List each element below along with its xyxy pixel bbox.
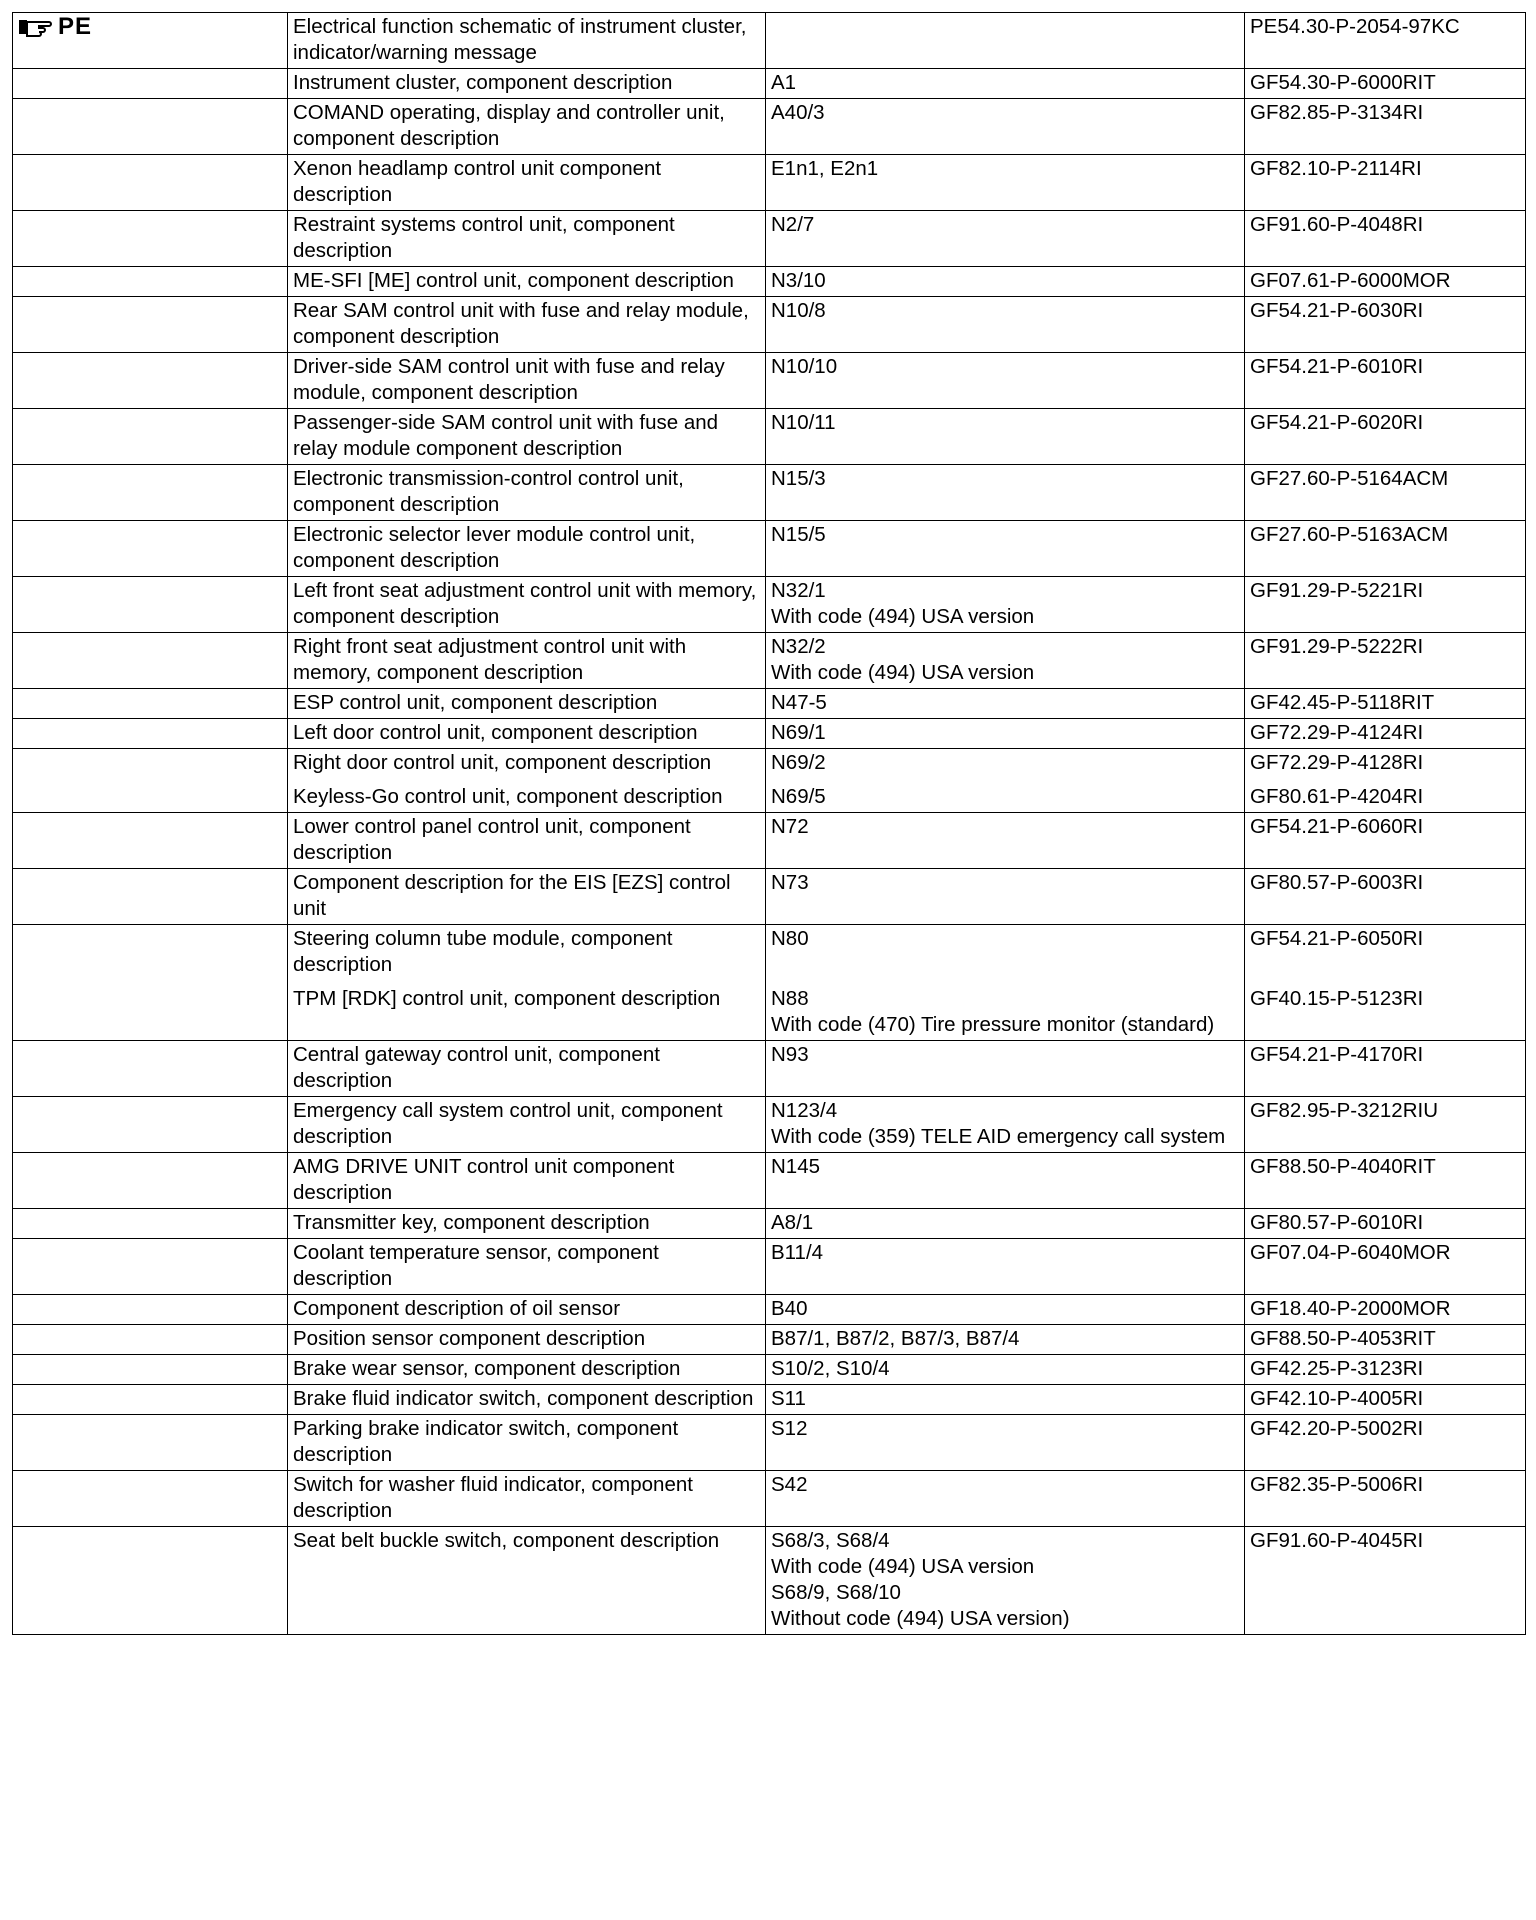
description-text: Electronic selector lever module control unit, component description <box>293 523 696 572</box>
description-cell <box>288 633 766 689</box>
document-number: GF88.50-P-4053RIT <box>1250 1327 1436 1350</box>
document-number: GF54.21-P-6060RI <box>1250 815 1424 838</box>
table-row <box>13 1471 1526 1527</box>
component-code: N15/5 <box>771 523 826 546</box>
marker-label: PE <box>58 13 93 40</box>
table-row <box>13 719 1526 749</box>
description-text: Position sensor component description <box>293 1327 646 1350</box>
description-cell <box>288 465 766 521</box>
marker-cell <box>13 1295 288 1325</box>
component-code: B11/4 <box>771 1241 824 1264</box>
description-text: ESP control unit, component description <box>293 691 658 714</box>
marker-cell <box>13 267 288 297</box>
description-text: Coolant temperature sensor, component description <box>293 1241 659 1290</box>
component-cell <box>766 577 1245 633</box>
marker-cell <box>13 521 288 577</box>
table-row <box>13 869 1526 925</box>
document-number-cell <box>1245 577 1526 633</box>
document-number-cell <box>1245 1355 1526 1385</box>
marker-cell <box>13 1041 288 1097</box>
component-code: N80 <box>771 927 809 950</box>
table-row <box>13 749 1526 813</box>
description-cell <box>288 409 766 465</box>
table-row <box>13 813 1526 869</box>
table-row <box>13 1097 1526 1153</box>
document-number-cell <box>1245 925 1526 1041</box>
document-number: GF42.20-P-5002RI <box>1250 1417 1424 1440</box>
component-cell <box>766 719 1245 749</box>
description-cell <box>288 353 766 409</box>
table-row <box>13 1325 1526 1355</box>
table-row <box>13 1239 1526 1295</box>
component-code: With code (494) USA version <box>771 1555 1035 1578</box>
description-text: Brake wear sensor, component description <box>293 1357 681 1380</box>
document-number-cell <box>1245 1527 1526 1635</box>
component-cell <box>766 633 1245 689</box>
component-cell <box>766 1355 1245 1385</box>
document-number-cell <box>1245 1385 1526 1415</box>
description-cell <box>288 297 766 353</box>
description-text: Right front seat adjustment control unit with memory, component description <box>293 635 687 684</box>
component-cell <box>766 1471 1245 1527</box>
component-cell <box>766 1209 1245 1239</box>
description-cell <box>288 749 766 813</box>
component-code: N73 <box>771 871 809 894</box>
description-cell <box>288 1325 766 1355</box>
description-cell <box>288 69 766 99</box>
description-text: Driver-side SAM control unit with fuse and relay module, component description <box>293 355 725 404</box>
marker-cell <box>13 211 288 267</box>
component-code: N32/1 <box>771 579 826 602</box>
description-cell <box>288 521 766 577</box>
document-number-cell <box>1245 749 1526 813</box>
document-number: GF27.60-P-5164ACM <box>1250 467 1449 490</box>
component-code: N3/10 <box>771 269 826 292</box>
table-row <box>13 577 1526 633</box>
document-number-cell <box>1245 1471 1526 1527</box>
description-text: Left front seat adjustment control unit with memory, component description <box>293 579 757 628</box>
document-number: GF54.21-P-6020RI <box>1250 411 1424 434</box>
document-number-cell <box>1245 689 1526 719</box>
component-code: S10/2, S10/4 <box>771 1357 890 1380</box>
document-number: GF27.60-P-5163ACM <box>1250 523 1449 546</box>
document-number: GF80.57-P-6003RI <box>1250 871 1424 894</box>
table-row <box>13 689 1526 719</box>
marker-cell <box>13 577 288 633</box>
document-number: GF91.60-P-4048RI <box>1250 213 1424 236</box>
description-text: AMG DRIVE UNIT control unit component description <box>293 1155 675 1204</box>
document-marker <box>18 14 92 40</box>
description-text: Emergency call system control unit, component description <box>293 1099 723 1148</box>
component-reference-table <box>12 12 1526 1635</box>
description-cell <box>288 155 766 211</box>
component-code: S12 <box>771 1417 808 1440</box>
marker-cell <box>13 1097 288 1153</box>
component-code: N10/11 <box>771 411 836 434</box>
marker-cell <box>13 633 288 689</box>
description-cell <box>288 813 766 869</box>
document-number-cell <box>1245 521 1526 577</box>
document-number-cell <box>1245 813 1526 869</box>
description-text: Keyless-Go control unit, component description <box>293 785 723 808</box>
component-code: With code (494) USA version <box>771 661 1035 684</box>
description-text: Transmitter key, component description <box>293 1211 650 1234</box>
description-text: Left door control unit, component description <box>293 721 698 744</box>
description-cell <box>288 1355 766 1385</box>
component-code: N88 <box>771 987 809 1010</box>
component-cell <box>766 925 1245 1041</box>
document-number-cell <box>1245 99 1526 155</box>
marker-cell <box>13 1527 288 1635</box>
component-code: S68/9, S68/10 <box>771 1581 901 1604</box>
description-text: Restraint systems control unit, component description <box>293 213 675 262</box>
document-number-cell <box>1245 869 1526 925</box>
description-cell <box>288 1041 766 1097</box>
description-text: Xenon headlamp control unit component description <box>293 157 662 206</box>
document-number: GF91.60-P-4045RI <box>1250 1529 1424 1552</box>
table-row <box>13 465 1526 521</box>
component-cell <box>766 69 1245 99</box>
component-code-group <box>771 926 1239 978</box>
description-text: Component description for the EIS [EZS] control unit <box>293 871 731 920</box>
document-number: GF42.25-P-3123RI <box>1250 1357 1424 1380</box>
document-number: GF18.40-P-2000MOR <box>1250 1297 1451 1320</box>
description-cell <box>288 1097 766 1153</box>
table-row <box>13 1041 1526 1097</box>
table-row <box>13 353 1526 409</box>
component-cell <box>766 409 1245 465</box>
document-number: PE54.30-P-2054-97KC <box>1250 15 1460 38</box>
component-cell <box>766 869 1245 925</box>
table-row <box>13 1415 1526 1471</box>
marker-cell <box>13 1209 288 1239</box>
table-row <box>13 1385 1526 1415</box>
description-text: Seat belt buckle switch, component description <box>293 1529 720 1552</box>
table-row <box>13 69 1526 99</box>
document-number: GF54.21-P-6050RI <box>1250 927 1424 950</box>
document-number: GF40.15-P-5123RI <box>1250 987 1424 1010</box>
document-number: GF07.04-P-6040MOR <box>1250 1241 1451 1264</box>
description-text: Electrical function schematic of instrument cluster, indicator/warning message <box>293 15 747 64</box>
component-code: B87/1, B87/2, B87/3, B87/4 <box>771 1327 1020 1350</box>
document-number-cell <box>1245 69 1526 99</box>
description-cell <box>288 1471 766 1527</box>
component-code: With code (470) Tire pressure monitor (standard) <box>771 1013 1215 1036</box>
table-row <box>13 1355 1526 1385</box>
description-text: Steering column tube module, component description <box>293 927 673 976</box>
marker-cell <box>13 69 288 99</box>
pointing-hand-icon <box>18 17 52 37</box>
component-cell <box>766 13 1245 69</box>
description-cell <box>288 1415 766 1471</box>
component-code: N72 <box>771 815 809 838</box>
document-number: GF82.95-P-3212RIU <box>1250 1099 1439 1122</box>
component-cell <box>766 465 1245 521</box>
description-cell <box>288 719 766 749</box>
table-row <box>13 297 1526 353</box>
description-cell <box>288 1153 766 1209</box>
component-code: A1 <box>771 71 797 94</box>
description-text: ME-SFI [ME] control unit, component description <box>293 269 734 292</box>
table-row <box>13 1295 1526 1325</box>
description-cell <box>288 1239 766 1295</box>
document-number-cell <box>1245 267 1526 297</box>
description-text: Passenger-side SAM control unit with fuse and relay module component description <box>293 411 719 460</box>
document-number: GF42.45-P-5118RIT <box>1250 691 1435 714</box>
document-number: GF72.29-P-4124RI <box>1250 721 1424 744</box>
component-code: N69/5 <box>771 785 826 808</box>
description-text: Component description of oil sensor <box>293 1297 621 1320</box>
component-cell <box>766 297 1245 353</box>
description-cell <box>288 1295 766 1325</box>
component-cell <box>766 1041 1245 1097</box>
description-text: COMAND operating, display and controller unit, component description <box>293 101 725 150</box>
description-text: Brake fluid indicator switch, component description <box>293 1387 754 1410</box>
description-text: Rear SAM control unit with fuse and relay module, component description <box>293 299 749 348</box>
document-number: GF80.57-P-6010RI <box>1250 1211 1424 1234</box>
document-number: GF91.29-P-5221RI <box>1250 579 1424 602</box>
component-cell <box>766 211 1245 267</box>
description-cell <box>288 99 766 155</box>
marker-cell <box>13 99 288 155</box>
description-cell <box>288 925 766 1041</box>
component-code: N10/8 <box>771 299 826 322</box>
marker-cell <box>13 297 288 353</box>
description-cell <box>288 1209 766 1239</box>
table-row <box>13 267 1526 297</box>
component-code: A40/3 <box>771 101 825 124</box>
marker-cell <box>13 689 288 719</box>
marker-cell <box>13 925 288 1041</box>
component-code: N69/1 <box>771 721 826 744</box>
component-code: A8/1 <box>771 1211 814 1234</box>
component-cell <box>766 749 1245 813</box>
marker-cell <box>13 1415 288 1471</box>
document-number-cell <box>1245 297 1526 353</box>
component-code: N10/10 <box>771 355 838 378</box>
document-number-cell <box>1245 1097 1526 1153</box>
table-row <box>13 409 1526 465</box>
marker-cell <box>13 1471 288 1527</box>
component-cell <box>766 99 1245 155</box>
marker-cell <box>13 155 288 211</box>
component-cell <box>766 353 1245 409</box>
table-row <box>13 633 1526 689</box>
component-code: With code (494) USA version <box>771 605 1035 628</box>
component-cell <box>766 521 1245 577</box>
marker-cell <box>13 719 288 749</box>
document-number: GF80.61-P-4204RI <box>1250 785 1424 808</box>
component-cell <box>766 689 1245 719</box>
description-cell <box>288 1527 766 1635</box>
table-row <box>13 925 1526 1041</box>
document-number: GF91.29-P-5222RI <box>1250 635 1424 658</box>
component-code: Without code (494) USA version) <box>771 1607 1070 1630</box>
document-number: GF07.61-P-6000MOR <box>1250 269 1451 292</box>
table-row <box>13 13 1526 69</box>
document-number: GF82.10-P-2114RI <box>1250 157 1422 180</box>
document-number: GF54.30-P-6000RIT <box>1250 71 1436 94</box>
document-number-cell <box>1245 13 1526 69</box>
marker-cell <box>13 465 288 521</box>
component-code: N123/4 <box>771 1099 838 1122</box>
component-cell <box>766 1415 1245 1471</box>
component-code: N69/2 <box>771 751 826 774</box>
component-code: N47-5 <box>771 691 827 714</box>
component-cell <box>766 1527 1245 1635</box>
component-code: N2/7 <box>771 213 815 236</box>
document-number: GF54.21-P-6030RI <box>1250 299 1424 322</box>
component-cell <box>766 1153 1245 1209</box>
component-code-group <box>771 750 1239 776</box>
document-number-cell <box>1245 155 1526 211</box>
marker-cell <box>13 1385 288 1415</box>
component-code: N15/3 <box>771 467 826 490</box>
component-code-group <box>771 986 1239 1038</box>
marker-cell <box>13 13 288 69</box>
table-row <box>13 1209 1526 1239</box>
component-cell <box>766 1325 1245 1355</box>
component-code-group <box>771 784 1239 810</box>
component-cell <box>766 813 1245 869</box>
component-cell <box>766 155 1245 211</box>
description-cell <box>288 1385 766 1415</box>
marker-cell <box>13 813 288 869</box>
document-number-cell <box>1245 409 1526 465</box>
marker-cell <box>13 353 288 409</box>
document-number-cell <box>1245 353 1526 409</box>
document-number-cell <box>1245 1209 1526 1239</box>
marker-cell <box>13 1325 288 1355</box>
document-number-cell <box>1245 1415 1526 1471</box>
document-number-cell <box>1245 1295 1526 1325</box>
component-code: N32/2 <box>771 635 826 658</box>
description-text: Electronic transmission-control control unit, component description <box>293 467 684 516</box>
component-code: N93 <box>771 1043 809 1066</box>
description-cell <box>288 13 766 69</box>
document-number-cell <box>1245 1325 1526 1355</box>
component-code: E1n1, E2n1 <box>771 157 879 180</box>
description-cell <box>288 211 766 267</box>
table-row <box>13 521 1526 577</box>
description-text: Switch for washer fluid indicator, component description <box>293 1473 693 1522</box>
table-row <box>13 1527 1526 1635</box>
description-text: TPM [RDK] control unit, component description <box>293 987 721 1010</box>
component-cell <box>766 1295 1245 1325</box>
component-code: N145 <box>771 1155 821 1178</box>
component-cell <box>766 1239 1245 1295</box>
marker-cell <box>13 1355 288 1385</box>
document-number: GF72.29-P-4128RI <box>1250 751 1424 774</box>
document-number: GF54.21-P-6010RI <box>1250 355 1424 378</box>
document-number-cell <box>1245 211 1526 267</box>
table-row <box>13 155 1526 211</box>
description-cell <box>288 267 766 297</box>
table-row <box>13 1153 1526 1209</box>
document-number: GF54.21-P-4170RI <box>1250 1043 1424 1066</box>
marker-cell <box>13 749 288 813</box>
document-number-cell <box>1245 633 1526 689</box>
component-code: S42 <box>771 1473 808 1496</box>
component-cell <box>766 267 1245 297</box>
component-code: With code (359) TELE AID emergency call system <box>771 1125 1226 1148</box>
description-cell <box>288 869 766 925</box>
description-cell <box>288 577 766 633</box>
component-cell <box>766 1097 1245 1153</box>
document-number: GF82.35-P-5006RI <box>1250 1473 1424 1496</box>
description-text: Right door control unit, component description <box>293 751 712 774</box>
description-text: Instrument cluster, component description <box>293 71 673 94</box>
document-number-cell <box>1245 465 1526 521</box>
marker-cell <box>13 1239 288 1295</box>
description-text: Parking brake indicator switch, component description <box>293 1417 679 1466</box>
description-cell <box>288 689 766 719</box>
component-code: S68/3, S68/4 <box>771 1529 890 1552</box>
component-cell <box>766 1385 1245 1415</box>
component-code: S11 <box>771 1387 806 1410</box>
document-number-cell <box>1245 1239 1526 1295</box>
table-row <box>13 211 1526 267</box>
document-number-cell <box>1245 1041 1526 1097</box>
document-number-cell <box>1245 719 1526 749</box>
marker-cell <box>13 869 288 925</box>
marker-cell <box>13 1153 288 1209</box>
description-text: Central gateway control unit, component description <box>293 1043 660 1092</box>
table-row <box>13 99 1526 155</box>
document-number: GF88.50-P-4040RIT <box>1250 1155 1436 1178</box>
description-text: Lower control panel control unit, component description <box>293 815 691 864</box>
document-number: GF42.10-P-4005RI <box>1250 1387 1424 1410</box>
document-number: GF82.85-P-3134RI <box>1250 101 1424 124</box>
component-code: B40 <box>771 1297 808 1320</box>
marker-cell <box>13 409 288 465</box>
document-number-cell <box>1245 1153 1526 1209</box>
table-body <box>13 13 1526 1635</box>
